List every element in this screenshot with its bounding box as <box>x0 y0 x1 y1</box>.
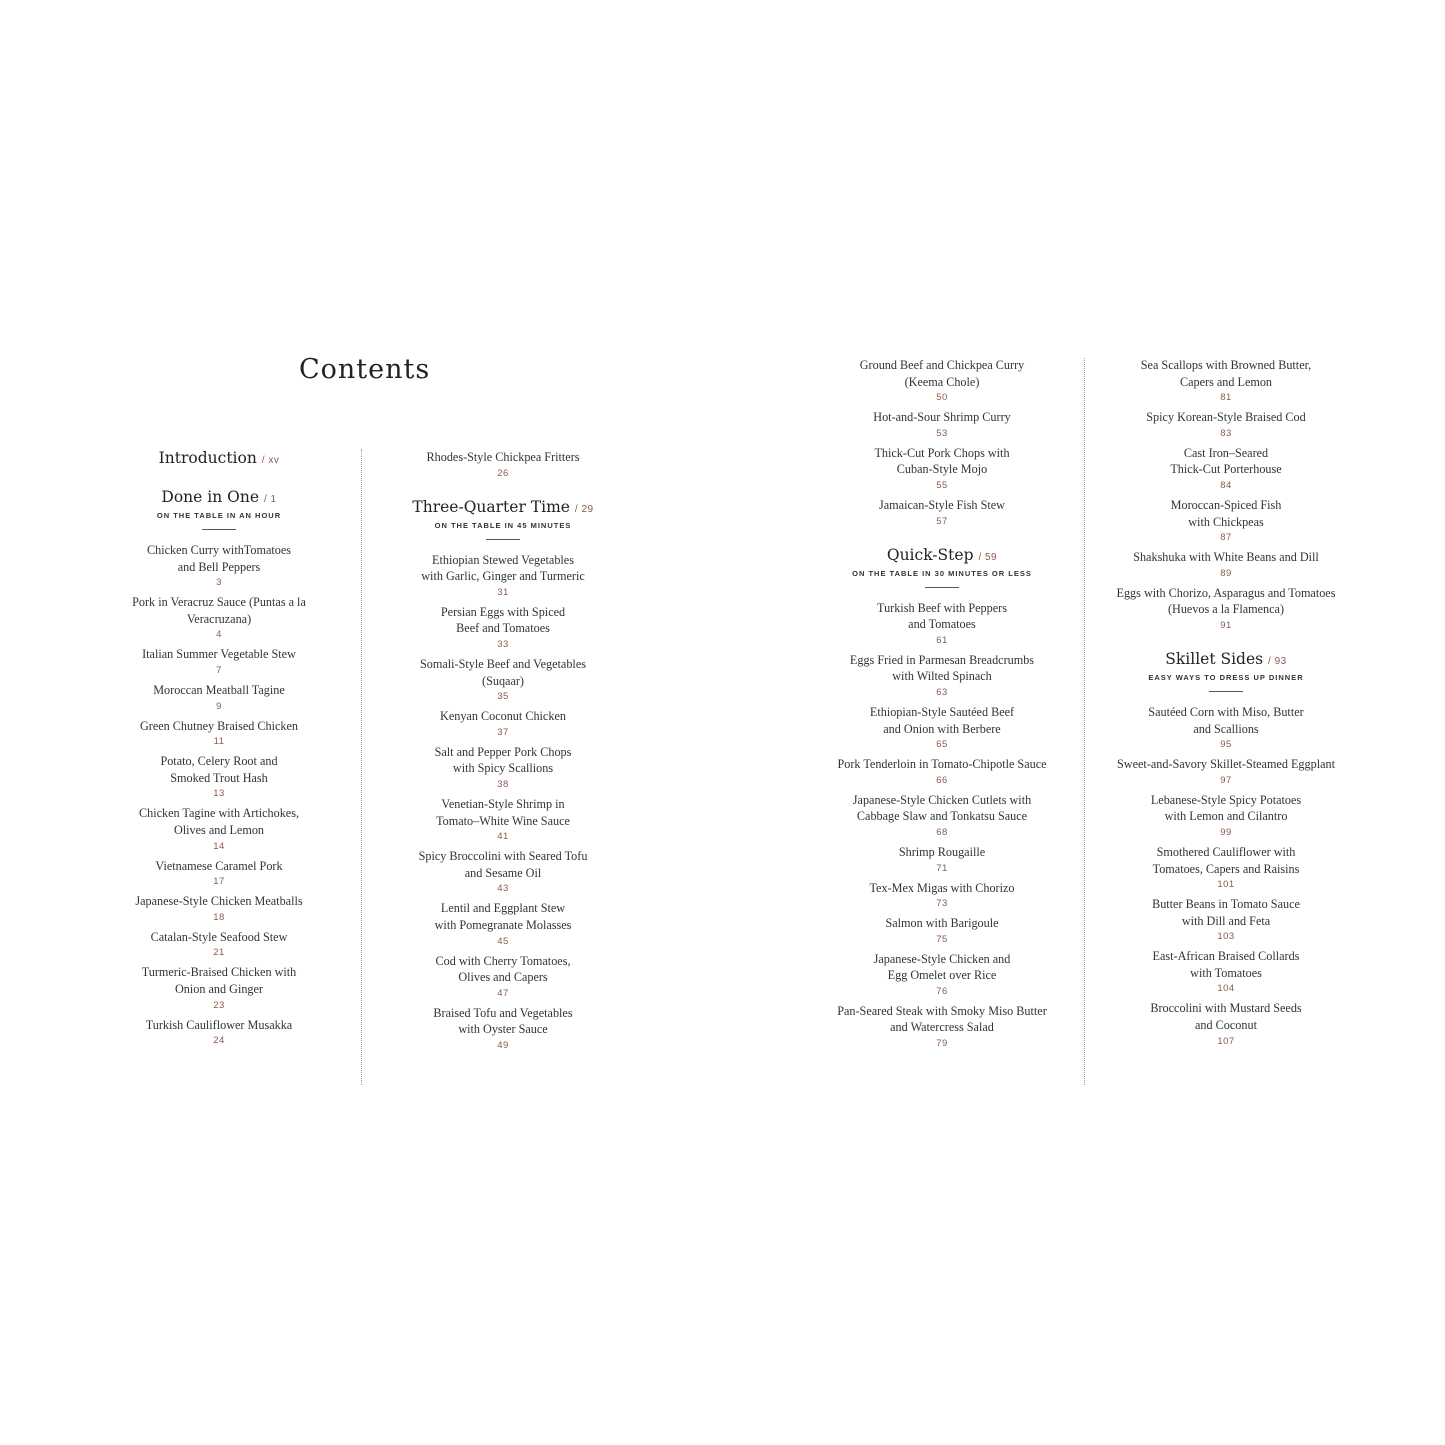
recipe-entry[interactable] <box>392 744 614 792</box>
recipe-page-number: 61 <box>936 634 948 646</box>
recipe-title: Broccolini with Mustard Seeds and Coconut <box>1150 1001 1302 1033</box>
recipe-page-number: 65 <box>936 739 948 751</box>
recipe-page-number: 63 <box>936 686 948 698</box>
recipe-page-number: 43 <box>497 883 509 895</box>
recipe-entry[interactable] <box>392 552 614 600</box>
recipe-title: Chicken Curry withTomatoes and Bell Peppers <box>146 543 292 574</box>
chapter-subtitle: ON THE TABLE IN 45 MINUTES <box>434 520 572 530</box>
recipe-title: Butter Beans in Tomato Sauce with Dill and Feta <box>1152 897 1300 928</box>
recipe-entry[interactable] <box>392 796 614 844</box>
recipe-title: Green Chutney Braised Chicken <box>139 718 299 733</box>
recipe-page-number: 49 <box>497 1039 509 1051</box>
recipe-title: Ethiopian Stewed Vegetables with Garlic, Ginger and Turmeric <box>421 552 585 584</box>
introduction-heading[interactable] <box>108 449 330 467</box>
recipe-entry[interactable] <box>392 708 614 740</box>
recipe-entry[interactable] <box>1106 585 1346 633</box>
recipe-page-number: 57 <box>936 515 948 527</box>
recipe-page-number: 79 <box>936 1038 948 1050</box>
recipe-title: Braised Tofu and Vegetables with Oyster Sauce <box>433 1005 573 1037</box>
recipe-title: Persian Eggs with Spiced Beef and Tomatoes <box>440 604 566 636</box>
recipe-page-number: 26 <box>497 467 509 479</box>
recipe-title: Hot-and-Sour Shrimp Curry <box>873 410 1011 425</box>
recipe-entry[interactable] <box>1106 948 1346 996</box>
entry-list <box>108 542 330 1048</box>
recipe-page-number: 97 <box>1220 774 1232 786</box>
recipe-entry[interactable] <box>828 1003 1056 1051</box>
recipe-entry[interactable] <box>108 893 330 925</box>
recipe-page-number: 84 <box>1220 479 1232 491</box>
entry-list <box>392 552 614 1053</box>
recipe-entry[interactable] <box>1106 1000 1346 1048</box>
recipe-title: Chicken Tagine with Artichokes, Olives and Lemon <box>138 806 300 837</box>
recipe-page-number: 101 <box>1217 879 1235 891</box>
recipe-page-number: 7 <box>216 664 222 676</box>
recipe-title: Eggs with Chorizo, Asparagus and Tomatoes (Huevos a la Flamenca) <box>1116 585 1336 617</box>
recipe-page-number: 35 <box>497 691 509 703</box>
recipe-title: Pan-Seared Steak with Smoky Miso Butter and Watercress Salad <box>837 1003 1047 1035</box>
recipe-title: Ground Beef and Chickpea Curry (Keema Chole) <box>859 358 1025 389</box>
recipe-entry[interactable] <box>392 656 614 704</box>
chapter-title: Skillet Sides <box>1165 649 1264 668</box>
recipe-page-number: 14 <box>213 840 225 852</box>
recipe-entry[interactable] <box>828 600 1056 648</box>
recipe-page-number: 11 <box>213 736 225 748</box>
recipe-entry[interactable] <box>828 357 1056 405</box>
recipe-page-number: 68 <box>936 826 948 838</box>
recipe-title: Moroccan Meatball Tagine <box>153 682 285 697</box>
column-divider <box>1084 358 1085 1085</box>
chapter-heading[interactable]: Skillet Sides / 93 EASY WAYS TO DRESS UP DINNER <box>1106 649 1346 692</box>
chapter-title: Quick-Step <box>886 545 974 564</box>
recipe-title: Catalan-Style Seafood Stew <box>150 929 288 944</box>
recipe-page-number: 38 <box>497 778 509 790</box>
recipe-entry[interactable] <box>1106 409 1346 441</box>
recipe-entry[interactable] <box>828 704 1056 752</box>
recipe-entry[interactable] <box>828 409 1056 441</box>
recipe-title: Eggs Fried in Parmesan Breadcrumbs with Wilted Spinach <box>849 652 1035 684</box>
recipe-entry[interactable] <box>392 449 614 481</box>
page-title: Contents <box>299 354 431 385</box>
chapter-page: 59 <box>985 551 998 563</box>
recipe-page-number: 41 <box>497 831 509 843</box>
recipe-entry[interactable] <box>392 953 614 1001</box>
recipe-entry[interactable] <box>108 1017 330 1049</box>
recipe-title: Shrimp Rougaille <box>898 844 986 859</box>
recipe-title: Sea Scallops with Browned Butter, Capers and Lemon <box>1140 358 1312 389</box>
recipe-title: Lentil and Eggplant Stew with Pomegranate Molasses <box>434 901 572 932</box>
recipe-entry[interactable] <box>828 951 1056 999</box>
recipe-page-number: 99 <box>1220 826 1232 838</box>
recipe-entry[interactable] <box>108 594 330 642</box>
entry-list <box>1106 357 1346 633</box>
recipe-page-number: 13 <box>213 788 225 800</box>
recipe-page-number: 21 <box>213 947 225 959</box>
recipe-entry[interactable] <box>1106 896 1346 944</box>
recipe-entry[interactable] <box>1106 704 1346 752</box>
entry-list <box>392 449 614 481</box>
recipe-page-number: 37 <box>497 726 509 738</box>
recipe-title: Venetian-Style Shrimp in Tomato–White Wine Sauce <box>436 796 570 828</box>
recipe-page-number: 75 <box>936 933 948 945</box>
recipe-entry[interactable] <box>1106 844 1346 892</box>
recipe-page-number: 87 <box>1220 532 1232 544</box>
chapter-subtitle: ON THE TABLE IN AN HOUR <box>156 511 282 520</box>
recipe-page-number: 81 <box>1220 392 1232 404</box>
recipe-page-number: 17 <box>213 876 225 888</box>
recipe-page-number: 23 <box>213 999 225 1011</box>
recipe-title: Turkish Cauliflower Musakka <box>145 1017 293 1032</box>
recipe-title: Thick-Cut Pork Chops with Cuban-Style Mojo <box>874 445 1010 477</box>
recipe-entry[interactable] <box>108 929 330 961</box>
recipe-title: Turkish Beef with Peppers and Tomatoes <box>877 600 1007 632</box>
recipe-entry[interactable] <box>108 805 330 853</box>
toc-column-4 <box>1106 357 1346 1053</box>
recipe-page-number: 91 <box>1220 619 1232 631</box>
chapter-rule <box>925 587 959 588</box>
chapter-rule <box>202 529 236 530</box>
recipe-entry[interactable] <box>108 858 330 890</box>
recipe-title: Kenyan Coconut Chicken <box>440 709 566 724</box>
chapter-heading[interactable]: Quick-Step / 59 ON THE TABLE IN 30 MINUTES OR LESS <box>828 545 1056 588</box>
recipe-entry[interactable] <box>828 915 1056 947</box>
recipe-page-number: 103 <box>1217 931 1235 943</box>
column-divider <box>361 449 362 1085</box>
recipe-page-number: 50 <box>936 392 948 404</box>
recipe-title: Salmon with Barigoule <box>885 916 999 931</box>
introduction-page: / xv <box>261 455 280 466</box>
entry-list <box>828 600 1056 1052</box>
recipe-page-number: 66 <box>936 774 948 786</box>
recipe-entry[interactable] <box>1106 549 1346 581</box>
recipe-entry[interactable] <box>828 880 1056 912</box>
chapter-page: 1 <box>270 494 277 505</box>
toc-column-2 <box>392 449 614 1057</box>
recipe-page-number: 104 <box>1217 983 1235 995</box>
recipe-entry[interactable] <box>828 497 1056 529</box>
recipe-entry[interactable] <box>828 652 1056 700</box>
recipe-entry[interactable] <box>1106 357 1346 405</box>
recipe-entry[interactable] <box>1106 497 1346 545</box>
entry-list <box>828 357 1056 529</box>
recipe-entry[interactable] <box>828 445 1056 493</box>
recipe-page-number: 73 <box>936 898 948 910</box>
toc-column-1 <box>108 449 330 1052</box>
recipe-page-number: 83 <box>1220 427 1232 439</box>
recipe-entry[interactable] <box>108 542 330 590</box>
recipe-entry[interactable] <box>108 646 330 678</box>
recipe-entry[interactable] <box>1106 792 1346 840</box>
recipe-page-number: 24 <box>213 1035 225 1047</box>
recipe-page-number: 4 <box>216 629 222 641</box>
recipe-title: Turmeric-Braised Chicken with Onion and Ginger <box>141 965 297 996</box>
recipe-page-number: 18 <box>213 911 225 923</box>
chapter-rule <box>1209 691 1243 692</box>
recipe-title: Smothered Cauliflower with Tomatoes, Capers and Raisins <box>1152 844 1300 876</box>
recipe-page-number: 89 <box>1220 567 1232 579</box>
recipe-page-number: 95 <box>1220 739 1232 751</box>
recipe-title: Shakshuka with White Beans and Dill <box>1133 550 1319 565</box>
recipe-page-number: 33 <box>497 638 509 650</box>
recipe-entry[interactable] <box>108 964 330 1012</box>
recipe-entry[interactable] <box>108 682 330 714</box>
recipe-entry[interactable] <box>392 848 614 896</box>
recipe-title: Salt and Pepper Pork Chops with Spicy Scallions <box>434 744 572 776</box>
recipe-title: Tex-Mex Migas with Chorizo <box>869 880 1015 895</box>
recipe-title: Ethiopian-Style Sautéed Beef and Onion with Berbere <box>869 704 1015 736</box>
recipe-title: Potato, Celery Root and Smoked Trout Hash <box>160 754 278 785</box>
recipe-entry[interactable] <box>828 792 1056 840</box>
recipe-title: Lebanese-Style Spicy Potatoes with Lemon and Cilantro <box>1150 792 1302 824</box>
recipe-page-number: 71 <box>936 862 948 874</box>
recipe-title: Jamaican-Style Fish Stew <box>879 497 1005 512</box>
recipe-title: East-African Braised Collards with Tomatoes <box>1152 949 1300 980</box>
recipe-entry[interactable] <box>108 718 330 750</box>
recipe-entry[interactable] <box>1106 756 1346 788</box>
recipe-title: Pork Tenderloin in Tomato-Chipotle Sauce <box>837 757 1047 772</box>
recipe-title: Moroccan-Spiced Fish with Chickpeas <box>1170 497 1282 529</box>
recipe-title: Sweet-and-Savory Skillet-Steamed Eggplant <box>1117 757 1335 772</box>
recipe-title: Japanese-Style Chicken and Egg Omelet over Rice <box>873 951 1011 983</box>
recipe-entry[interactable] <box>392 604 614 652</box>
recipe-title: Somali-Style Beef and Vegetables (Suqaar) <box>420 656 586 688</box>
recipe-page-number: 9 <box>216 700 222 712</box>
recipe-page-number: 45 <box>497 935 509 947</box>
recipe-title: Rhodes-Style Chickpea Fritters <box>426 450 580 464</box>
recipe-entry[interactable] <box>108 753 330 801</box>
chapter-heading[interactable]: Three-Quarter Time / 29 ON THE TABLE IN 45 MINUTES <box>392 497 614 540</box>
recipe-page-number: 107 <box>1217 1035 1235 1047</box>
recipe-title: Vietnamese Caramel Pork <box>155 858 283 873</box>
chapter-title: Three-Quarter Time <box>412 497 570 516</box>
recipe-title: Sautéed Corn with Miso, Butter and Scallions <box>1148 704 1304 736</box>
recipe-title: Japanese-Style Chicken Meatballs <box>135 894 303 909</box>
chapter-page: 29 <box>581 503 594 515</box>
introduction-label: Introduction <box>158 449 257 467</box>
chapter-subtitle: ON THE TABLE IN 30 MINUTES OR LESS <box>852 568 1032 578</box>
recipe-entry[interactable] <box>828 844 1056 876</box>
entry-list <box>1106 704 1346 1049</box>
recipe-page-number: 47 <box>497 987 509 999</box>
recipe-title: Pork in Veracruz Sauce (Puntas a la Veracruzana) <box>132 595 306 626</box>
recipe-page-number: 31 <box>497 586 509 598</box>
recipe-page-number: 53 <box>936 427 948 439</box>
recipe-title: Cast Iron–Seared Thick-Cut Porterhouse <box>1170 445 1282 477</box>
recipe-title: Italian Summer Vegetable Stew <box>142 647 296 662</box>
recipe-title: Japanese-Style Chicken Cutlets with Cabbage Slaw and Tonkatsu Sauce <box>852 792 1032 824</box>
recipe-entry[interactable] <box>1106 445 1346 493</box>
chapter-subtitle: EASY WAYS TO DRESS UP DINNER <box>1148 672 1304 682</box>
recipe-entry[interactable] <box>392 1005 614 1053</box>
chapter-page: 93 <box>1274 655 1287 667</box>
toc-column-3 <box>828 357 1056 1055</box>
chapter-heading[interactable]: Done in One / 1 ON THE TABLE IN AN HOUR <box>108 487 330 530</box>
recipe-title: Cod with Cherry Tomatoes, Olives and Capers <box>435 953 571 985</box>
chapter-title: Done in One <box>161 488 259 506</box>
chapter-rule <box>486 539 520 540</box>
recipe-page-number: 55 <box>936 479 948 491</box>
recipe-entry[interactable] <box>392 900 614 948</box>
recipe-entry[interactable] <box>828 756 1056 788</box>
recipe-title: Spicy Korean-Style Braised Cod <box>1146 410 1306 425</box>
recipe-page-number: 3 <box>216 577 222 589</box>
recipe-page-number: 76 <box>936 985 948 997</box>
recipe-title: Spicy Broccolini with Seared Tofu and Sesame Oil <box>418 849 588 880</box>
